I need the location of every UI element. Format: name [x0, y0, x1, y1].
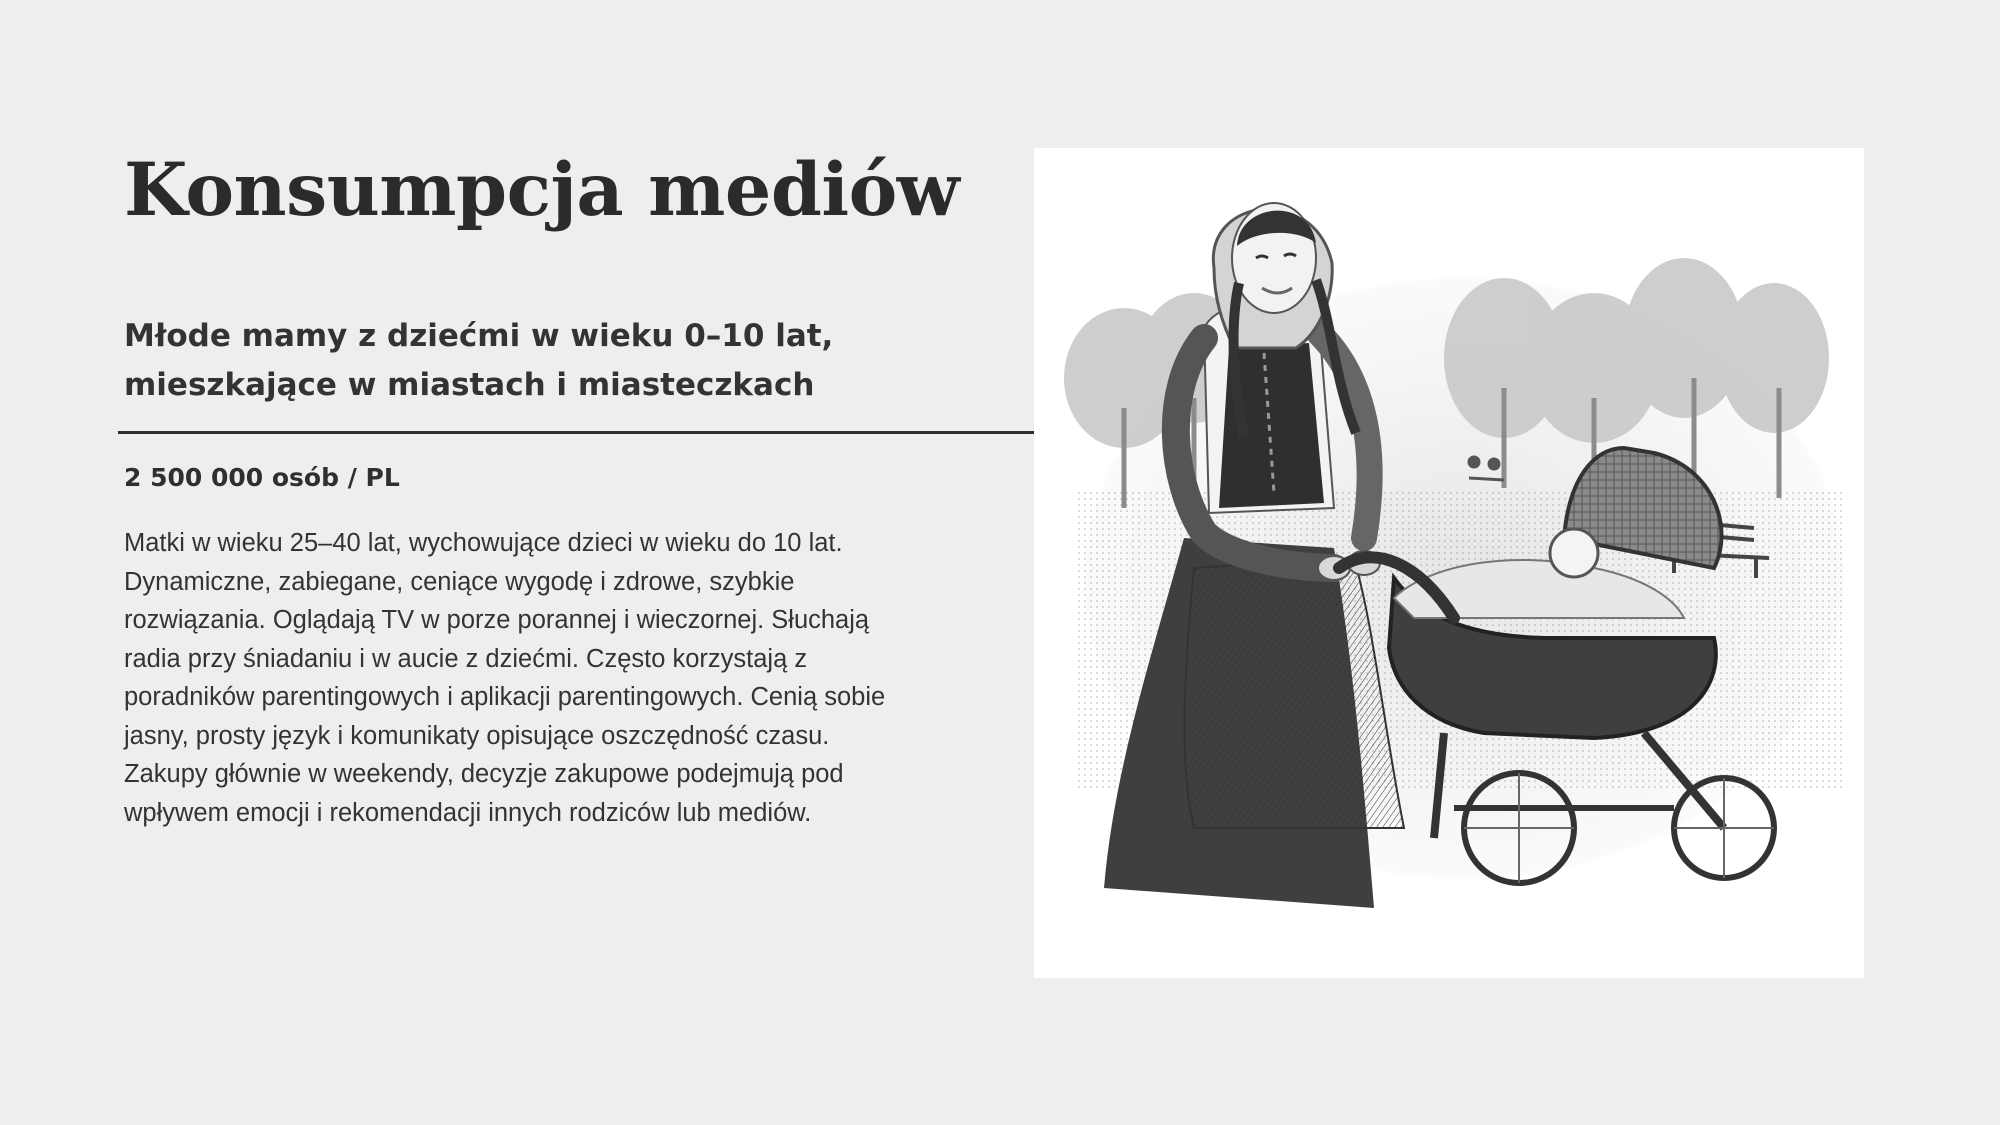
persona-description: Matki w wieku 25–40 lat, wychowujące dzieci w wieku do 10 lat. Dynamiczne, zabiegane, ceniące wygodę i zdrowe, szybkie rozwiązania. Oglądają TV w porze porannej i wieczornej. Słuchają radia przy śniadaniu i w aucie z dziećmi. Często korzystają z poradników parentingowych i aplikacji parentingowych. Cenią sobie jasny, prosty język i komunikaty opisujące oszczędność czasu. Zakupy głównie w weekendy, decyzje zakupowe podejmują pod wpływem emocji i rekomendacji innych rodziców lub mediów. — [124, 529, 886, 827]
population-stat: 2 500 000 osób / PL — [124, 463, 400, 492]
engraving-icon — [1034, 148, 1864, 978]
mother-with-pram-illustration — [1034, 148, 1864, 978]
divider — [118, 431, 1034, 434]
slide-title: Konsumpcja mediów — [124, 147, 960, 233]
slide-subtitle: Młode mamy z dziećmi w wieku 0–10 lat, mieszkające w miastach i miasteczkach — [124, 318, 834, 403]
